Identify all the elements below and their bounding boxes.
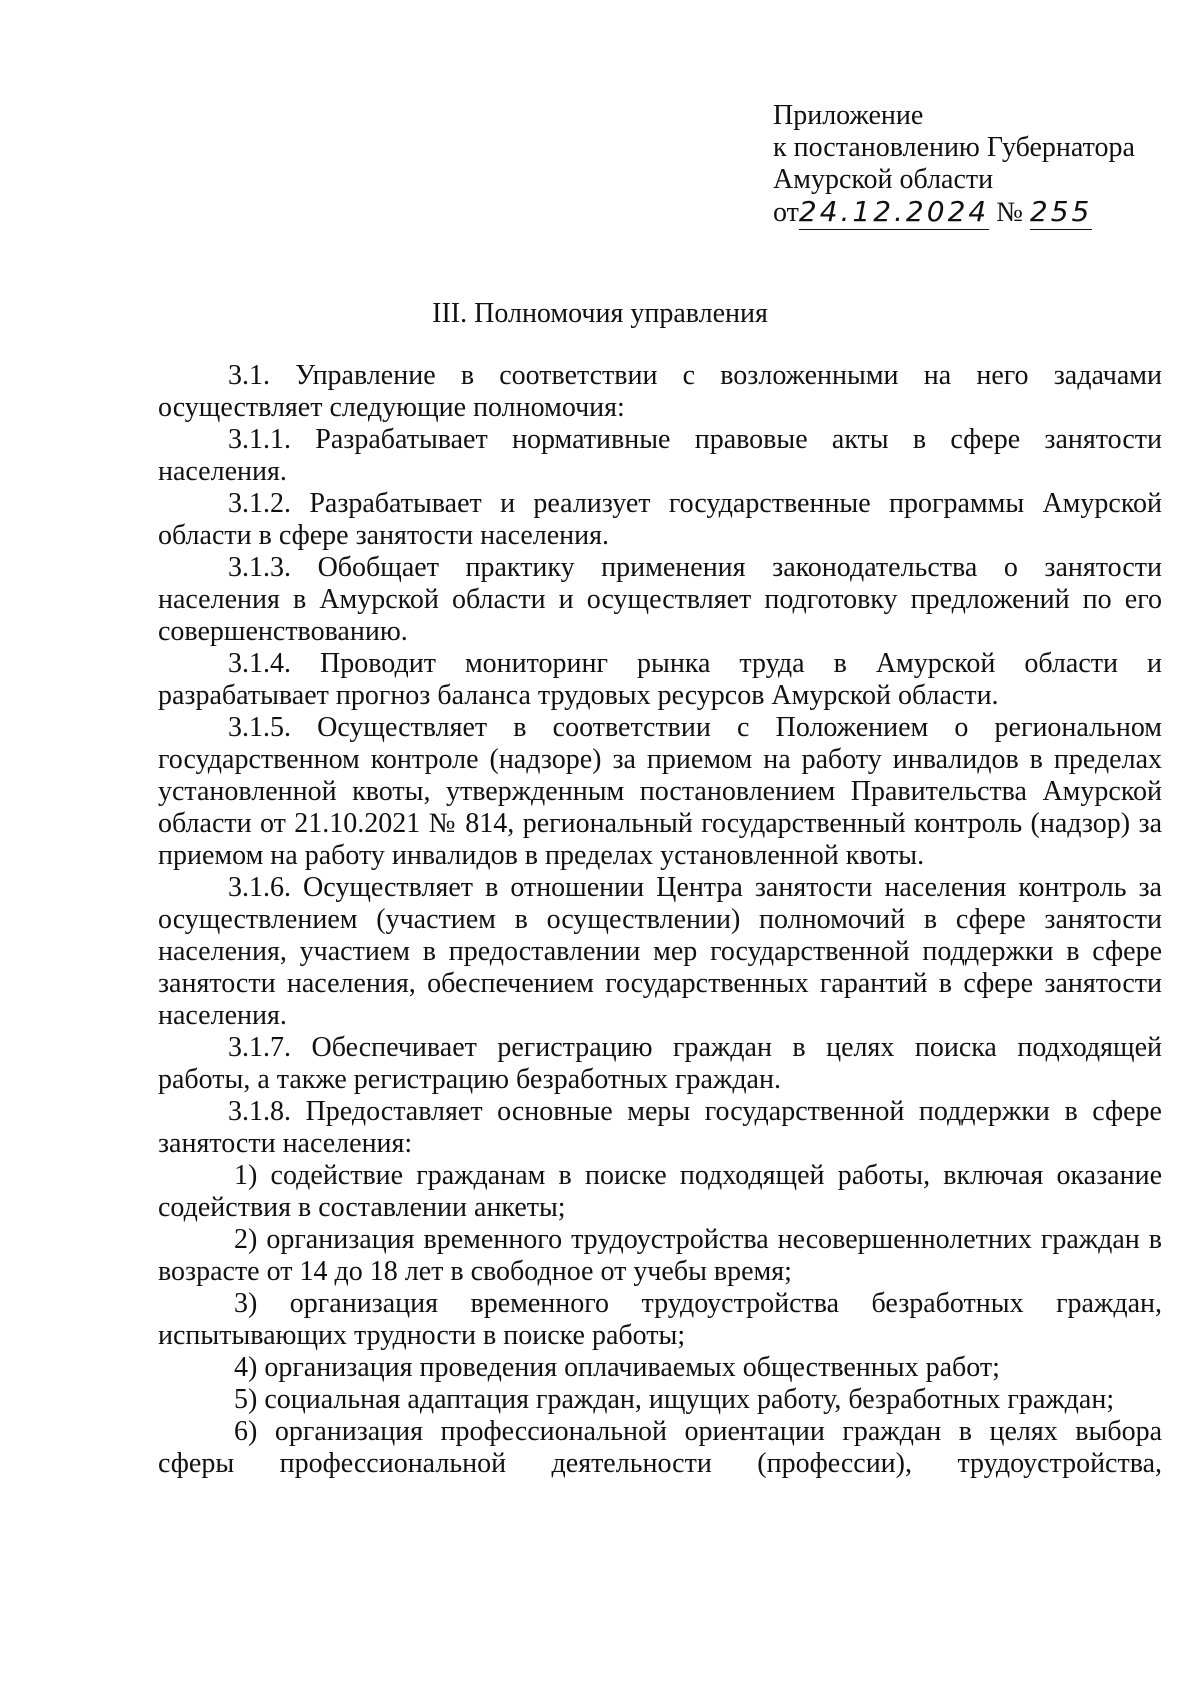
handwritten-number: 255: [1029, 195, 1093, 228]
section-title: III. Полномочия управления: [432, 298, 768, 329]
paragraph: 3.1.8. Предоставляет основные меры государственной поддержки в сфере занятости населения:: [158, 1096, 1162, 1159]
list-item: 5) социальная адаптация граждан, ищущих работу, безработных граждан;: [234, 1384, 1115, 1415]
list-item: 1) содействие гражданам в поиске подходящей работы, включая оказание содействия в составлении анкеты;: [158, 1160, 1162, 1223]
paragraph: 3.1.7. Обеспечивает регистрацию граждан в целях поиска подходящей работы, а также регистрацию безработных граждан.: [158, 1032, 1162, 1095]
list-item: 3) организация временного трудоустройства безработных граждан, испытывающих трудности в поиске работы;: [158, 1288, 1162, 1351]
appendix-date-line: [773, 196, 1173, 232]
list-item: 6) организация профессиональной ориентации граждан в целях выбора сферы профессиональной деятельности (профессии), трудоустройства,: [158, 1416, 1162, 1479]
paragraph: 3.1.5. Осуществляет в соответствии с Положением о региональном государственном контроле (надзоре) за приемом на работу инвалидов в пределах установленной квоты, утвержденным постановлением Правительства Амурской области от 21.10.2021 № 814, региональный государственный контроль (надзор) за приемом на работу инвалидов в пределах установленной квоты.: [158, 712, 1162, 871]
date-underline: [799, 196, 989, 230]
paragraph: 3.1.2. Разрабатывает и реализует государственные программы Амурской области в сфере занятости населения.: [158, 488, 1162, 551]
appendix-header: [773, 100, 1173, 232]
handwritten-date: 24.12.2024: [798, 195, 990, 228]
paragraph: 3.1.6. Осуществляет в отношении Центра занятости населения контроль за осуществлением (участием в осуществлении) полномочий в сфере занятости населения, участием в предоставлении мер государственной поддержки в сфере занятости населения, обеспечением государственных гарантий в сфере занятости населения.: [158, 872, 1162, 1031]
appendix-region: Амурской области: [773, 164, 994, 195]
date-prefix: от: [773, 197, 799, 228]
list-item: 2) организация временного трудоустройства несовершеннолетних граждан в возрасте от 14 до 18 лет в свободное от учебы время;: [158, 1224, 1162, 1287]
document-body: [158, 360, 1162, 1480]
appendix-title: Приложение: [773, 100, 924, 131]
paragraph: 3.1.4. Проводит мониторинг рынка труда в Амурской области и разрабатывает прогноз баланса трудовых ресурсов Амурской области.: [158, 648, 1162, 711]
paragraph: 3.1.3. Обобщает практику применения законодательства о занятости населения в Амурской области и осуществляет подготовку предложений по его совершенствованию.: [158, 552, 1162, 647]
number-underline: [1030, 196, 1092, 230]
appendix-reference: к постановлению Губернатора: [773, 132, 1135, 163]
paragraph: 3.1. Управление в соответствии с возложенными на него задачами осуществляет следующие полномочия:: [158, 360, 1162, 423]
number-prefix: №: [996, 197, 1023, 228]
list-item: 4) организация проведения оплачиваемых общественных работ;: [234, 1352, 1000, 1383]
paragraph: 3.1.1. Разрабатывает нормативные правовые акты в сфере занятости населения.: [158, 424, 1162, 487]
